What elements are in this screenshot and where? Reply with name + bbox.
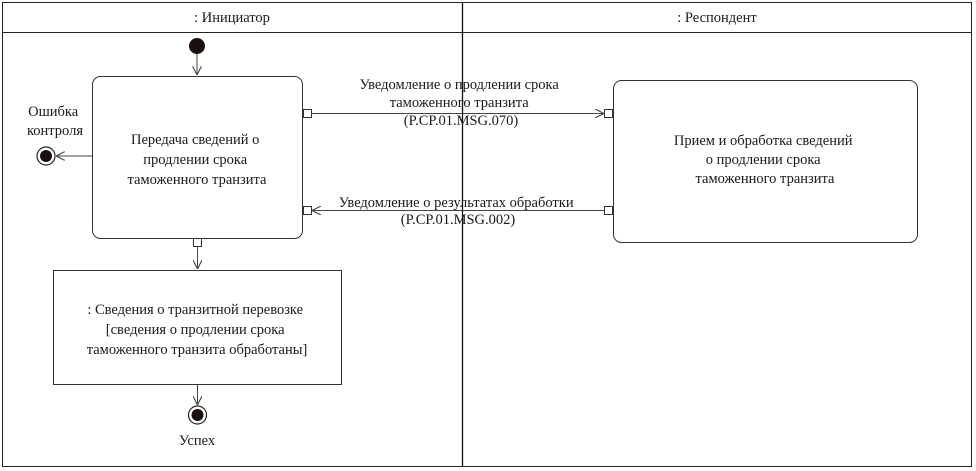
input-pin-request [605, 110, 613, 118]
action-send-label: Передача сведений о продлении срока таможенного транзита [127, 132, 267, 188]
message-request-label: Уведомление о продлении срока таможенного транзита (P.CP.01.MSG.070) [359, 77, 559, 129]
output-pin-request [304, 110, 312, 118]
message-response-label: Уведомление о результатах обработки (P.CP.01.MSG.002) [338, 195, 574, 228]
final-node-success-core [192, 409, 204, 421]
final-error-label: Ошибка контроля [26, 104, 84, 139]
initial-node [189, 38, 205, 54]
lane-title-respondent: : Респондент [677, 10, 757, 26]
final-success-label: Успех [178, 433, 216, 449]
output-pin-object [194, 239, 202, 247]
lane-title-initiator: : Инициатор [194, 10, 270, 26]
object-node-label: : Сведения о транзитной перевозке [сведения о продлении срока таможенного транзита обработаны] [86, 302, 308, 358]
final-node-error-core [40, 150, 52, 162]
output-pin-response [605, 207, 613, 215]
action-receive-label: Прием и обработка сведений о продлении срока таможенного транзита [673, 133, 853, 187]
input-pin-response [304, 207, 312, 215]
